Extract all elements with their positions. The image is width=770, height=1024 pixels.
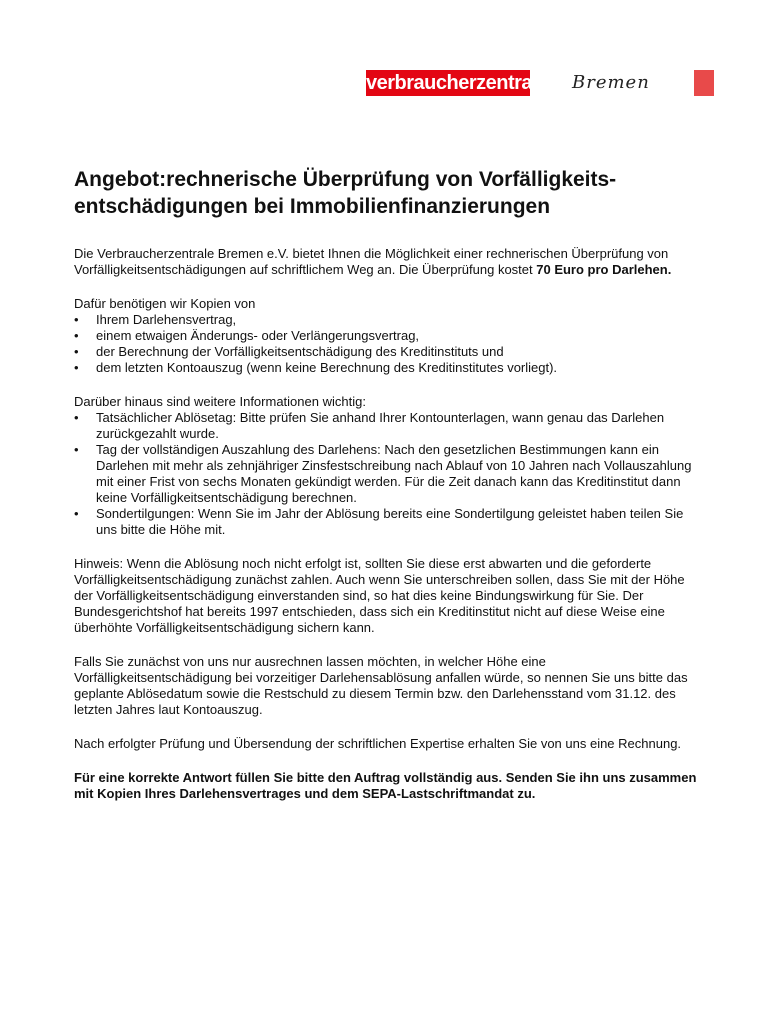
page-title: Angebot:rechnerische Überprüfung von Vorfälligkeits-entschädigungen bei Immobilienfinanzierungen xyxy=(74,168,617,218)
logo: verbraucherzentrale xyxy=(366,72,548,94)
copies-list xyxy=(74,312,698,376)
list-item: • dem letzten Kontoauszug (wenn keine Berechnung des Kreditinstitutes vorliegt). xyxy=(74,360,698,376)
logo-city: Bremen xyxy=(572,72,650,93)
list-item: • Tag der vollständigen Auszahlung des Darlehens: Nach den gesetzlichen Bestimmungen kann ein Darlehen mit mehr als zehnjähriger Zinsfestschreibung nach Ablauf von 10 Jahren nach Vollauszahlung mit einer Frist von sechs Monaten gekündigt werden. Für die Zeit danach kann das Kreditinstitut dann keine Vorfälligkeitsentschädigung berechnen. xyxy=(74,442,698,506)
list-item: • Sondertilgungen: Wenn Sie im Jahr der Ablösung bereits eine Sondertilgung geleistet haben teilen Sie uns bitte die Höhe mit. xyxy=(74,506,698,538)
copies-lead: Dafür benötigen wir Kopien von xyxy=(74,296,256,311)
list-item: • Tatsächlicher Ablösetag: Bitte prüfen Sie anhand Ihrer Kontounterlagen, wann genau das Darlehen zurückgezahlt wurde. xyxy=(74,410,698,442)
intro-paragraph xyxy=(74,246,698,278)
corner-square xyxy=(694,70,714,96)
list-item: • einem etwaigen Änderungs- oder Verlängerungsvertrag, xyxy=(74,328,698,344)
precalc-paragraph: Falls Sie zunächst von uns nur ausrechnen lassen möchten, in welcher Höhe eine Vorfälligkeitsentschädigung bei vorzeitiger Darlehensablösung anfallen würde, so nennen Sie uns bitte das geplante Ablösedatum sowie die Restschuld zu diesem Termin bzw. den Darlehensstand vom 31.12. des letzten Jahres laut Kontoauszug. xyxy=(74,654,688,717)
closing-paragraph: Für eine korrekte Antwort füllen Sie bitte den Auftrag vollständig aus. Senden Sie ihn uns zusammen mit Kopien Ihres Darlehensvertrages und dem SEPA-Lastschriftmandat zu. xyxy=(74,770,697,801)
intro-text: Die Verbraucherzentrale Bremen e.V. bietet Ihnen die Möglichkeit einer rechnerischen Überprüfung von Vorfälligkeitsentschädigungen auf schriftlichem Weg an. Die Überprüfung kostet xyxy=(74,246,669,277)
document-body xyxy=(74,166,698,820)
info-list xyxy=(74,410,698,538)
invoice-paragraph: Nach erfolgter Prüfung und Übersendung der schriftlichen Expertise erhalten Sie von uns eine Rechnung. xyxy=(74,736,682,751)
hint-paragraph: Hinweis: Wenn die Ablösung noch nicht erfolgt ist, sollten Sie diese erst abwarten und die geforderte Vorfälligkeitsentschädigung zunächst zahlen. Auch wenn Sie unterschreiben sollen, dass Sie mit der Höhe der Vorfälligkeitsentschädigung einverstanden sind, so hat dies keine Bindungswirkung für Sie. Der Bundesgerichtshof hat bereits 1997 entschieden, dass sich ein Kreditinstitut nicht auf diese Weise eine überhöhte Vorfälligkeitsentschädigung sichern kann. xyxy=(74,556,685,635)
list-item: • der Berechnung der Vorfälligkeitsentschädigung des Kreditinstituts und xyxy=(74,344,698,360)
info-lead: Darüber hinaus sind weitere Informationen wichtig: xyxy=(74,394,366,409)
intro-price: 70 Euro pro Darlehen. xyxy=(536,262,672,277)
list-item: • Ihrem Darlehensvertrag, xyxy=(74,312,698,328)
